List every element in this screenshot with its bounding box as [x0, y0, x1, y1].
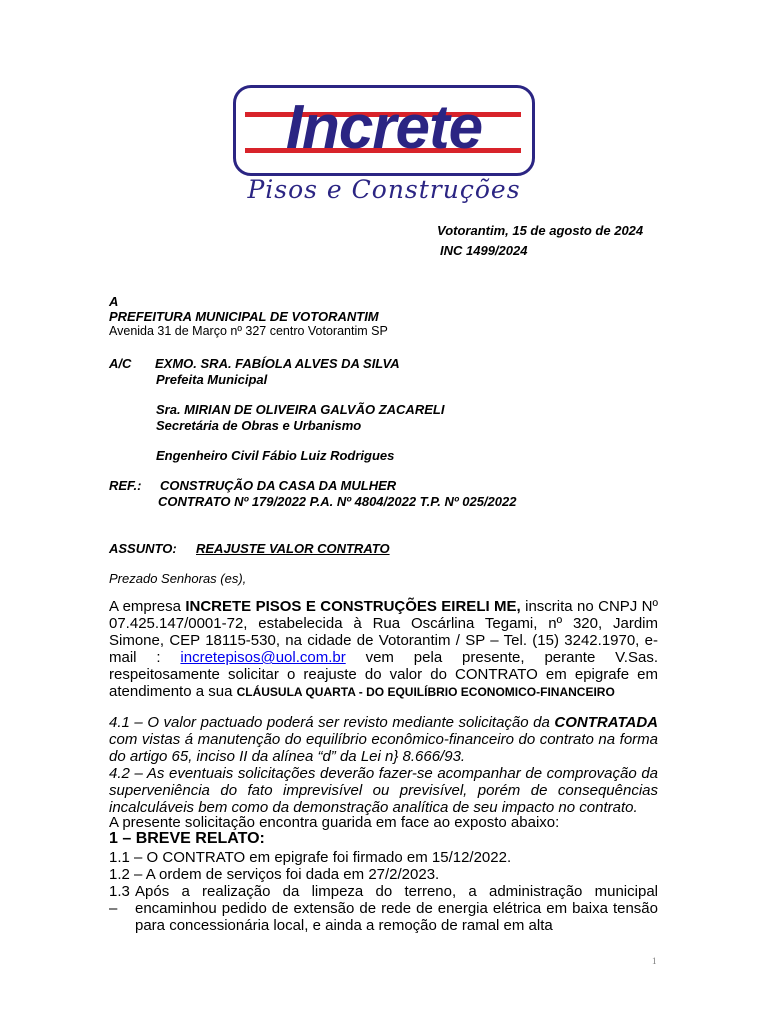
clause-text: com vistas á manutenção do equilíbrio econômico-financeiro do contrato na forma do artigo 65, inciso II da alínea “d” da Lei n} 8.666/93. [109, 731, 658, 765]
company-logo [233, 85, 535, 210]
list-item: 1.2 – A ordem de serviços foi dada em 27/2/2023. [109, 866, 440, 883]
addressee-prefix: A [109, 294, 119, 309]
attention-person-1: EXMO. SRA. FABÍOLA ALVES DA SILVA [155, 356, 400, 371]
list-item: 1.1 – O CONTRATO em epigrafe foi firmado em 15/12/2022. [109, 849, 512, 866]
intro-text: vem pela presente, perante V.Sas. respeitosamente solicitar o reajuste do valor do CONTRATO em epigrafe em atendimento a sua [109, 649, 658, 700]
addressee-address: Avenida 31 de Março nº 327 centro Votorantim SP [109, 324, 388, 338]
intro-text: A empresa [109, 598, 186, 615]
attention-person-2: Sra. MIRIAN DE OLIVEIRA GALVÃO ZACARELI [156, 402, 445, 417]
reference-line-2: CONTRATO Nº 179/2022 P.A. Nº 4804/2022 T.P. Nº 025/2022 [158, 494, 517, 509]
intro-paragraph [109, 598, 658, 701]
list-item-number: 1.3 – [109, 883, 130, 917]
subject-label: ASSUNTO: [109, 541, 177, 556]
reference-label: REF.: [109, 478, 142, 493]
justification-intro: A presente solicitação encontra guarida em face ao exposto abaixo: [109, 814, 560, 831]
clause-text: 4.1 – O valor pactuado poderá ser revisto mediante solicitação da [109, 714, 555, 731]
attention-role-1: Prefeita Municipal [156, 372, 268, 387]
subject-text: REAJUSTE VALOR CONTRATO [196, 541, 390, 556]
attention-person-3: Engenheiro Civil Fábio Luiz Rodrigues [156, 448, 395, 463]
company-name: INCRETE PISOS E CONSTRUÇÕES EIRELI ME, [185, 598, 521, 615]
attention-role-2: Secretária de Obras e Urbanismo [156, 418, 362, 433]
addressee-name: PREFEITURA MUNICIPAL DE VOTORANTIM [109, 309, 379, 324]
section-title: 1 – BREVE RELATO: [109, 830, 265, 847]
page-number: 1 [652, 956, 657, 966]
greeting: Prezado Senhoras (es), [109, 571, 247, 586]
list-item: Após a realização da limpeza do terreno, a administração municipal encaminhou pedido de extensão de rede de energia elétrica em baixa tensão para concessionária local, e ainda a remoção de ramal em alta [135, 883, 658, 934]
email-link[interactable]: incretepisos@uol.com.br [180, 649, 346, 666]
logo-wordmark: Increte [285, 93, 483, 162]
clause-4-1 [109, 714, 658, 765]
attention-label: A/C [109, 356, 132, 371]
logo-tagline: Pisos e Construções [247, 175, 521, 204]
clause-title: CLÁUSULA QUARTA - DO EQUILÍBRIO ECONOMICO-FINANCEIRO [236, 685, 615, 699]
intro-text: inscrita no CNPJ Nº 07.425.147/0001-72, estabelecida à Rua Oscárlina Tegami, nº 320, Jardim Simone, CEP 18115-530, na cidade de Votorantim / SP – Tel. (15) 3242.1970, e-mail : [109, 598, 658, 666]
letter-reference-code: INC 1499/2024 [440, 243, 528, 258]
reference-line-1: CONSTRUÇÃO DA CASA DA MULHER [160, 478, 397, 493]
letter-date: Votorantim, 15 de agosto de 2024 [437, 223, 644, 238]
clause-emphasis: CONTRATADA [554, 714, 658, 731]
clause-4-2: 4.2 – As eventuais solicitações deverão fazer-se acompanhar de comprovação da superveniência do fato imprevisível ou previsível, porém de consequências incalculáveis bem como da demonstração analítica de seu impacto no contrato. [109, 765, 658, 816]
